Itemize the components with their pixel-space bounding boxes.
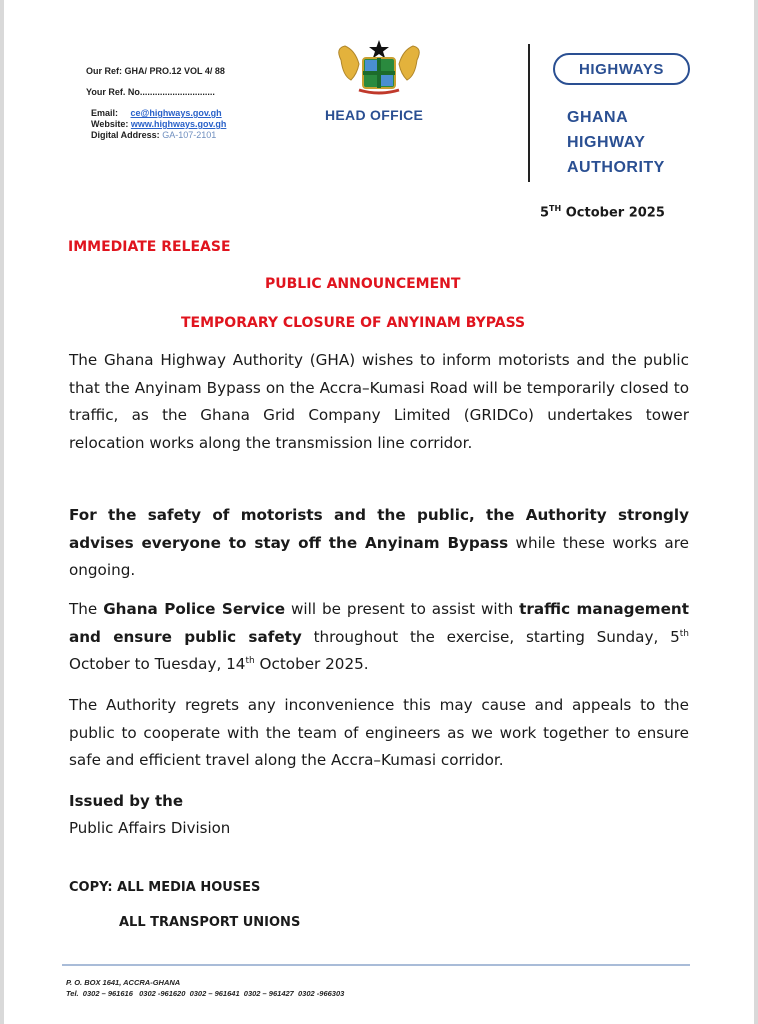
release-date bbox=[540, 204, 665, 220]
contact-block bbox=[91, 108, 226, 141]
page-edge-right bbox=[754, 0, 758, 1024]
ghana-coat-of-arms-icon bbox=[333, 38, 425, 98]
website-label: Website: bbox=[91, 119, 129, 129]
your-ref: Your Ref. No.............................. bbox=[86, 87, 215, 97]
highways-logo bbox=[553, 53, 690, 85]
digital-address: GA-107-2101 bbox=[162, 130, 217, 140]
agency-name bbox=[567, 105, 665, 180]
p3-sup-1: th bbox=[679, 628, 689, 639]
website-link[interactable]: www.highways.gov.gh bbox=[130, 119, 227, 129]
head-office-label: HEAD OFFICE bbox=[325, 107, 424, 123]
paragraph-safety bbox=[69, 502, 689, 585]
p3-text-c: will be present to assist with bbox=[285, 600, 520, 618]
digital-address-label: Digital Address: bbox=[91, 130, 160, 140]
date-day: 5 bbox=[540, 205, 550, 221]
agency-line-3: AUTHORITY bbox=[567, 159, 665, 176]
closure-title: TEMPORARY CLOSURE OF ANYINAM BYPASS bbox=[181, 315, 526, 331]
p3-text-e: throughout the exercise, starting Sunday, 5 bbox=[301, 627, 680, 646]
eagle-left-icon bbox=[339, 46, 359, 80]
safety-advice-rest: while these works are ongoing. bbox=[69, 533, 689, 579]
issuing-division: Public Affairs Division bbox=[69, 819, 231, 837]
black-star-icon bbox=[369, 40, 389, 59]
p3-text-a: The bbox=[69, 600, 104, 618]
immediate-release-heading: IMMEDIATE RELEASE bbox=[68, 239, 231, 255]
date-suffix: TH bbox=[549, 204, 562, 213]
footer-address: P. O. BOX 1641, ACCRA-GHANA bbox=[66, 978, 181, 987]
page-edge-left bbox=[0, 0, 4, 1024]
safety-advice-bold: For the safety of motorists and the public, the Authority strongly advises everyone to stay off the Anyinam Bypass bbox=[69, 506, 689, 552]
eagle-right-icon bbox=[399, 46, 419, 80]
paragraph-apology: The Authority regrets any inconvenience this may cause and appeals to the public to cooperate with the team of engineers as we work together to ensure safe and efficient travel along the Accra–Kumasi corridor. bbox=[69, 696, 689, 769]
paragraph-intro: The Ghana Highway Authority (GHA) wishes to inform motorists and the public that the Anyinam Bypass on the Accra–Kumasi Road will be temporarily closed to traffic, as the Ghana Grid Company Limited (GRIDCo) undertakes tower relocation works along the transmission line corridor. bbox=[69, 351, 689, 452]
p3-sup-2: th bbox=[245, 655, 255, 666]
copy-transport-unions: ALL TRANSPORT UNIONS bbox=[119, 915, 301, 930]
police-service-bold: Ghana Police Service bbox=[103, 600, 286, 618]
reference-block bbox=[86, 66, 226, 141]
our-ref: Our Ref: GHA/ PRO.12 VOL 4/ 88 bbox=[86, 66, 225, 76]
public-announcement-heading: PUBLIC ANNOUNCEMENT bbox=[265, 276, 461, 292]
footer-divider bbox=[62, 964, 690, 966]
p3-text-f: October to Tuesday, 14 bbox=[69, 655, 246, 673]
issued-by-label: Issued by the bbox=[69, 792, 184, 810]
paragraph-police bbox=[69, 596, 689, 679]
footer bbox=[66, 977, 344, 999]
email-link[interactable]: ce@highways.gov.gh bbox=[130, 108, 222, 118]
date-rest: October 2025 bbox=[561, 205, 665, 221]
footer-telephone: Tel. 0302 – 961616 0302 -961620 0302 – 961641 0302 – 961427 0302 -966303 bbox=[66, 989, 345, 998]
copy-media-houses: COPY: ALL MEDIA HOUSES bbox=[69, 880, 261, 895]
issued-by-block bbox=[69, 788, 230, 842]
header-divider bbox=[528, 44, 530, 182]
highways-logo-text: HIGHWAYS bbox=[578, 60, 665, 78]
p3-text-g: October 2025. bbox=[254, 655, 369, 673]
traffic-management-bold: traffic management and ensure public safety bbox=[69, 600, 690, 646]
email-label: Email: bbox=[91, 108, 119, 118]
agency-line-1: GHANA bbox=[567, 109, 629, 126]
agency-line-2: HIGHWAY bbox=[567, 134, 646, 151]
